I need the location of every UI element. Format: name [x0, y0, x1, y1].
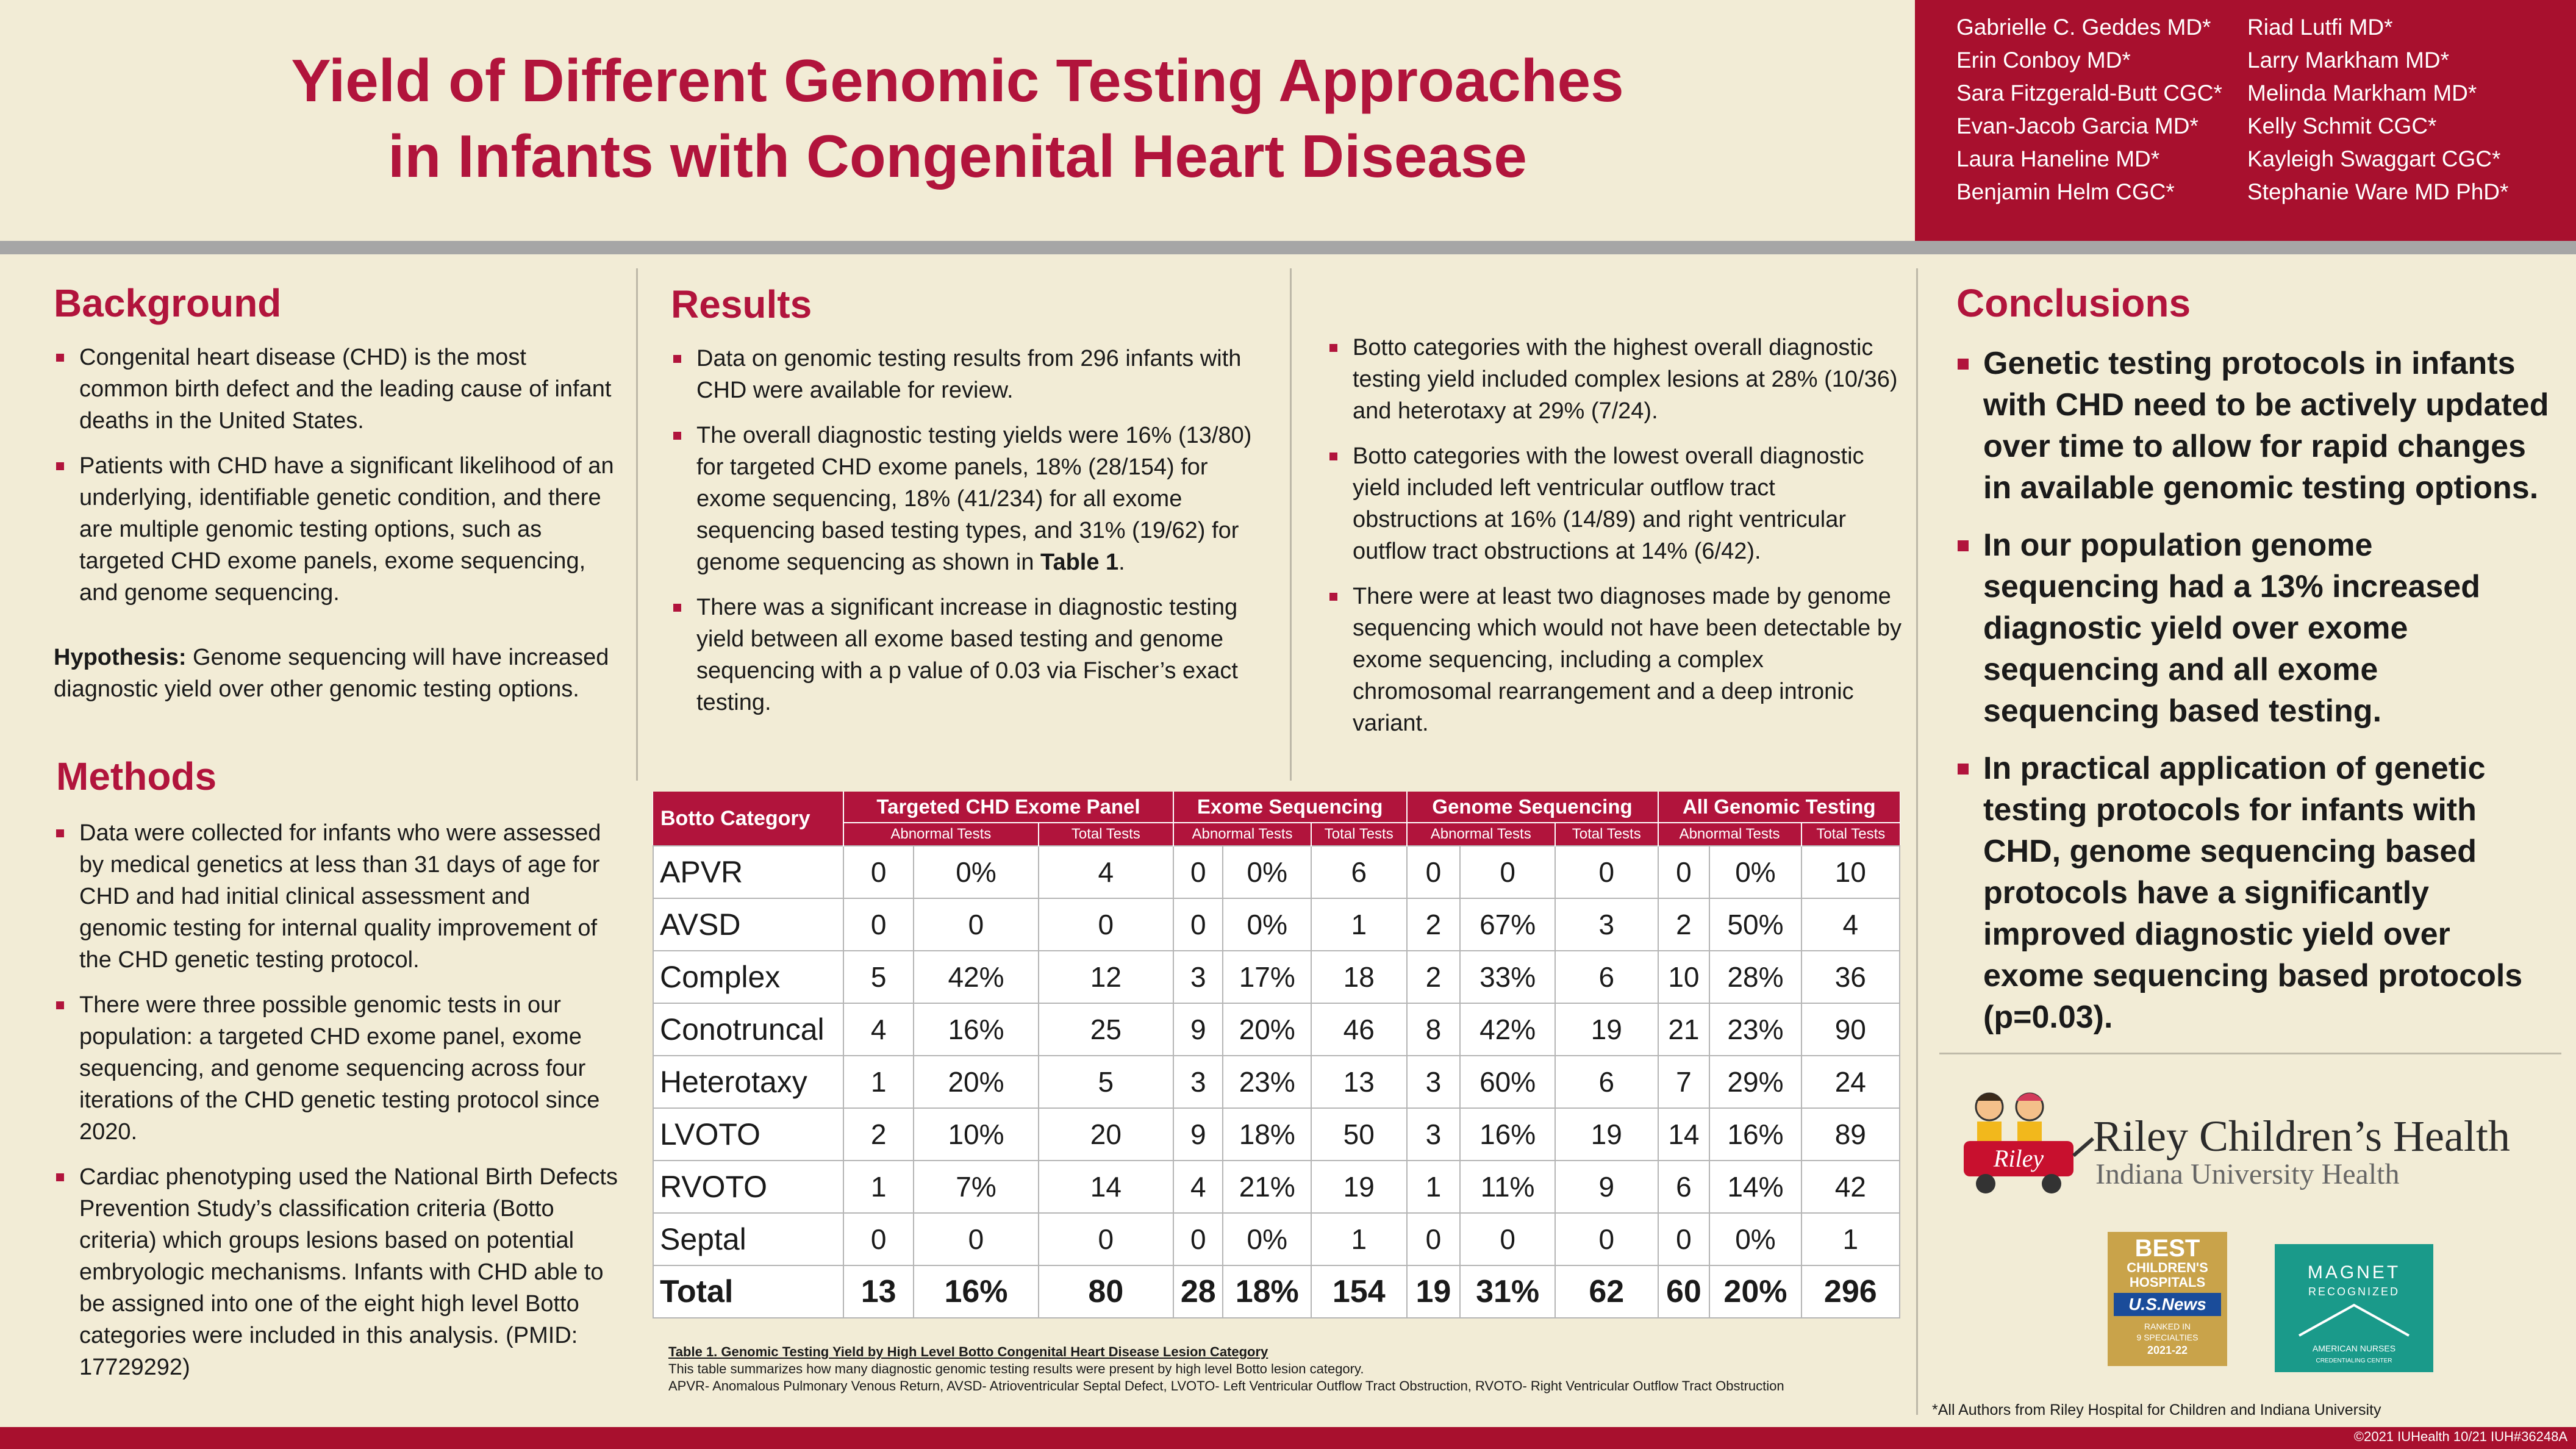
table-cell: 90 — [1801, 1003, 1900, 1056]
header-divider — [0, 241, 2576, 254]
column-separator — [636, 268, 638, 781]
conclusion-bullet: Genetic testing protocols in infants with CHD need to be actively updated over time to allow for rapid changes in available genomic testing options. — [1956, 343, 2557, 509]
footer-bar — [0, 1427, 2576, 1449]
table-cell: 10% — [914, 1108, 1038, 1161]
table-total-row — [653, 1265, 1900, 1318]
table-header-group: Exome Sequencing — [1173, 792, 1407, 823]
table-cell: 7% — [914, 1161, 1038, 1213]
author: Erin Conboy MD* — [1956, 48, 2131, 73]
table-cell: 0 — [1460, 846, 1555, 898]
table-row-label: Total — [653, 1265, 843, 1318]
table-subheader: Abnormal Tests — [1407, 823, 1555, 846]
table-row-label: Conotruncal — [653, 1003, 843, 1056]
table-cell: 3 — [1173, 951, 1223, 1003]
table-cell: 8 — [1407, 1003, 1461, 1056]
copyright: ©2021 IUHealth 10/21 IUH#36248A — [2353, 1429, 2567, 1444]
conclusions-divider — [1939, 1053, 2561, 1054]
table-row — [653, 1056, 1900, 1108]
table-cell: 0 — [1407, 846, 1461, 898]
table-cell: 42 — [1801, 1161, 1900, 1213]
table-cell: 0 — [1039, 898, 1173, 951]
table-cell: 0% — [1709, 846, 1801, 898]
table-cell: 4 — [843, 1003, 914, 1056]
table-cell: 19 — [1555, 1003, 1658, 1056]
table-cell: 2 — [1407, 951, 1461, 1003]
magnet-text: AMERICAN NURSES — [2312, 1343, 2396, 1353]
results-bullet-text: The overall diagnostic testing yields were 16% (13/80) for targeted CHD exome panels, 18% (28/154) for exome sequencing, 18% (41/234) for all exome sequencing based testing types, and 31% (19/62) for genome sequencing as shown in — [696, 423, 1252, 575]
table-cell: 0 — [1658, 1213, 1710, 1265]
table-subheader: Total Tests — [1555, 823, 1658, 846]
table-cell: 0 — [1039, 1213, 1173, 1265]
magnet-text: MAGNET — [2307, 1262, 2401, 1283]
results-bullet — [671, 420, 1256, 578]
table-header-group: All Genomic Testing — [1658, 792, 1900, 823]
table-row — [653, 1108, 1900, 1161]
table-cell: 1 — [1311, 1213, 1406, 1265]
table-caption — [668, 1343, 1888, 1395]
table-cell: 0% — [1223, 1213, 1311, 1265]
author: Laura Haneline MD* — [1956, 146, 2160, 171]
riley-brand-subtitle: Indiana University Health — [2095, 1158, 2400, 1190]
table-cell: 0 — [914, 1213, 1038, 1265]
table-cell: 9 — [1173, 1003, 1223, 1056]
author: Riad Lutfi MD* — [2247, 15, 2393, 40]
author: Evan-Jacob Garcia MD* — [1956, 113, 2199, 138]
table-cell: 23% — [1709, 1003, 1801, 1056]
table-caption-line: This table summarizes how many diagnostic genomic testing results were present by high level Botto lesion category. — [668, 1361, 1364, 1376]
table-cell: 18 — [1311, 951, 1406, 1003]
table-cell: 10 — [1801, 846, 1900, 898]
table-cell: 1 — [1311, 898, 1406, 951]
table-cell: 6 — [1658, 1161, 1710, 1213]
methods-heading: Methods — [56, 754, 217, 798]
table-cell: 21 — [1658, 1003, 1710, 1056]
table-subheader: Abnormal Tests — [843, 823, 1039, 846]
table-cell: 0 — [1173, 898, 1223, 951]
table-cell: 3 — [1555, 898, 1658, 951]
conclusion-bullet: In practical application of genetic testing protocols for infants with CHD, genome sequencing based protocols have a significantly improved diagnostic yield over exome sequencing based protocols (p=0.03). — [1956, 748, 2557, 1038]
table-cell: 89 — [1801, 1108, 1900, 1161]
table-cell: 33% — [1460, 951, 1555, 1003]
table-cell: 0% — [914, 846, 1038, 898]
table-row — [653, 898, 1900, 951]
badge-text: CHILDREN'S — [2127, 1260, 2208, 1275]
title-line-2: in Infants with Congenital Heart Disease — [388, 123, 1527, 190]
table-cell: 1 — [1407, 1161, 1461, 1213]
table-cell: 28 — [1173, 1265, 1223, 1318]
table-row — [653, 1213, 1900, 1265]
table-cell: 24 — [1801, 1056, 1900, 1108]
results-bullet-end: . — [1118, 549, 1125, 575]
authors-column-1 — [1956, 11, 2222, 209]
results-bullet: There were at least two diagnoses made by genome sequencing which would not have been detectable by exome sequencing, including a complex chromosomal rearrangement and a deep intronic variant. — [1327, 581, 1906, 739]
table-cell: 0 — [1407, 1213, 1461, 1265]
table-cell: 46 — [1311, 1003, 1406, 1056]
results-bullet: Botto categories with the lowest overall diagnostic yield included left ventricular outflow tract obstructions at 16% (14/89) and right ventricular outflow tract obstructions at 14% (6/42). — [1327, 440, 1906, 567]
table-subheader: Total Tests — [1311, 823, 1406, 846]
table-cell: 2 — [1407, 898, 1461, 951]
magnet-recognized-badge — [2275, 1244, 2433, 1372]
column-separator — [1916, 268, 1918, 1415]
table-cell: 0 — [1555, 1213, 1658, 1265]
table-cell: 14 — [1658, 1108, 1710, 1161]
table-cell: 13 — [843, 1265, 914, 1318]
table-cell: 19 — [1407, 1265, 1461, 1318]
table-cell: 18% — [1223, 1108, 1311, 1161]
table-cell: 0% — [1223, 846, 1311, 898]
table-subheader: Abnormal Tests — [1173, 823, 1311, 846]
methods-bullet: There were three possible genomic tests in our population: a targeted CHD exome panel, exome sequencing, and genome sequencing across four iterations of the CHD genetic testing protocol since 2020. — [54, 989, 621, 1148]
table-row — [653, 1003, 1900, 1056]
table-cell: 0 — [1460, 1213, 1555, 1265]
table-cell: 7 — [1658, 1056, 1710, 1108]
table-subheader: Total Tests — [1801, 823, 1900, 846]
table-cell: 3 — [1407, 1056, 1461, 1108]
table-cell: 1 — [843, 1056, 914, 1108]
table-cell: 0 — [843, 898, 914, 951]
table-cell: 60 — [1658, 1265, 1710, 1318]
table-cell: 3 — [1407, 1108, 1461, 1161]
table-cell: 18% — [1223, 1265, 1311, 1318]
table-cell: 17% — [1223, 951, 1311, 1003]
table-row-label: Complex — [653, 951, 843, 1003]
table-cell: 0 — [1658, 846, 1710, 898]
table-cell: 9 — [1555, 1161, 1658, 1213]
table-cell: 67% — [1460, 898, 1555, 951]
table-cell: 80 — [1039, 1265, 1173, 1318]
table-cell: 42% — [914, 951, 1038, 1003]
badge-text: HOSPITALS — [2129, 1275, 2206, 1290]
table-caption-title: Table 1. Genomic Testing Yield by High Level Botto Congenital Heart Disease Lesion Category — [668, 1344, 1268, 1359]
methods-list — [54, 817, 621, 1397]
badge-text: 2021-22 — [2147, 1344, 2188, 1356]
author: Benjamin Helm CGC* — [1956, 179, 2175, 204]
table-row-label: AVSD — [653, 898, 843, 951]
author: Stephanie Ware MD PhD* — [2247, 179, 2509, 204]
table-row-label: RVOTO — [653, 1161, 843, 1213]
table-cell: 6 — [1311, 846, 1406, 898]
conclusions-heading: Conclusions — [1956, 281, 2191, 325]
authors-affiliation-note: *All Authors from Riley Hospital for Children and Indiana University — [1932, 1401, 2381, 1419]
table-cell: 154 — [1311, 1265, 1406, 1318]
table-cell: 20% — [914, 1056, 1038, 1108]
table-row — [653, 1161, 1900, 1213]
authors-panel — [1915, 0, 2576, 241]
table-cell: 14 — [1039, 1161, 1173, 1213]
table-cell: 19 — [1555, 1108, 1658, 1161]
author: Kayleigh Swaggart CGC* — [2247, 146, 2501, 171]
table-cell: 0% — [1223, 898, 1311, 951]
table-header-category: Botto Category — [653, 792, 843, 846]
background-bullet: Patients with CHD have a significant likelihood of an underlying, identifiable genetic condition, and there are multiple genomic testing options, such as targeted CHD exome panels, exome sequencing, and genome sequencing. — [54, 450, 621, 609]
badge-text: RANKED IN — [2144, 1322, 2191, 1331]
table-cell: 29% — [1709, 1056, 1801, 1108]
table-cell: 2 — [843, 1108, 914, 1161]
table-cell: 0 — [1555, 846, 1658, 898]
table-cell: 11% — [1460, 1161, 1555, 1213]
table-cell: 19 — [1311, 1161, 1406, 1213]
table-cell: 21% — [1223, 1161, 1311, 1213]
table-row-label: LVOTO — [653, 1108, 843, 1161]
badge-text: U.S.News — [2128, 1295, 2206, 1314]
table-cell: 28% — [1709, 951, 1801, 1003]
badge-text: 9 SPECIALTIES — [2136, 1333, 2199, 1342]
table-header-group: Targeted CHD Exome Panel — [843, 792, 1173, 823]
table-cell: 10 — [1658, 951, 1710, 1003]
table-cell: 0 — [843, 1213, 914, 1265]
us-news-best-hospitals-badge — [2108, 1232, 2227, 1366]
table-cell: 12 — [1039, 951, 1173, 1003]
table-subheader: Total Tests — [1039, 823, 1173, 846]
table-cell: 4 — [1173, 1161, 1223, 1213]
table-reference: Table 1 — [1040, 549, 1119, 575]
badge-text: BEST — [2134, 1235, 2200, 1262]
methods-bullet: Data were collected for infants who were assessed by medical genetics at less than 31 days of age for CHD and had initial clinical assessment and genomic testing for internal quality improvement of the CHD genetic testing protocol. — [54, 817, 621, 976]
table-cell: 5 — [843, 951, 914, 1003]
table-cell: 50 — [1311, 1108, 1406, 1161]
background-heading: Background — [54, 281, 282, 325]
results-bullet: Botto categories with the highest overall diagnostic testing yield included complex lesions at 28% (10/36) and heterotaxy at 29% (7/24). — [1327, 332, 1906, 427]
background-bullet: Congenital heart disease (CHD) is the most common birth defect and the leading cause of infant deaths in the United States. — [54, 342, 621, 437]
table-cell: 20% — [1223, 1003, 1311, 1056]
table-cell: 50% — [1709, 898, 1801, 951]
table-cell: 0 — [914, 898, 1038, 951]
background-list — [54, 342, 621, 622]
results-list-left — [671, 343, 1256, 732]
table-cell: 25 — [1039, 1003, 1173, 1056]
table-header-group: Genome Sequencing — [1407, 792, 1658, 823]
table-caption-line: APVR- Anomalous Pulmonary Venous Return, AVSD- Atrioventricular Septal Defect, LVOTO- Left Ventricular Outflow Tract Obstruction, RVOTO- Right Ventricular Outflow Tract Obstruction — [668, 1378, 1784, 1394]
results-bullet: Data on genomic testing results from 296 infants with CHD were available for review. — [671, 343, 1256, 406]
table-cell: 1 — [1801, 1213, 1900, 1265]
table-cell: 16% — [914, 1265, 1038, 1318]
hypothesis — [54, 642, 615, 705]
results-heading: Results — [671, 282, 812, 326]
table-cell: 0% — [1709, 1213, 1801, 1265]
table-cell: 62 — [1555, 1265, 1658, 1318]
authors-column-2 — [2247, 11, 2508, 209]
table-cell: 42% — [1460, 1003, 1555, 1056]
table-row-label: Heterotaxy — [653, 1056, 843, 1108]
table-cell: 5 — [1039, 1056, 1173, 1108]
results-table — [653, 792, 1900, 1318]
table-cell: 0 — [1173, 846, 1223, 898]
table-cell: 296 — [1801, 1265, 1900, 1318]
table-cell: 13 — [1311, 1056, 1406, 1108]
table-cell: 14% — [1709, 1161, 1801, 1213]
title-line-1: Yield of Different Genomic Testing Approaches — [291, 47, 1624, 114]
table-cell: 9 — [1173, 1108, 1223, 1161]
wagon-text: Riley — [1993, 1145, 2044, 1172]
table-cell: 4 — [1039, 846, 1173, 898]
table-cell: 36 — [1801, 951, 1900, 1003]
table-cell: 6 — [1555, 951, 1658, 1003]
conclusion-bullet: In our population genome sequencing had a 13% increased diagnostic yield over exome sequencing and all exome sequencing based testing. — [1956, 524, 2557, 732]
table-cell: 0 — [843, 846, 914, 898]
poster-title — [73, 43, 1842, 194]
table-cell: 31% — [1460, 1265, 1555, 1318]
author: Sara Fitzgerald-Butt CGC* — [1956, 80, 2222, 106]
author: Larry Markham MD* — [2247, 48, 2449, 73]
table-row — [653, 846, 1900, 898]
column-separator — [1290, 268, 1292, 781]
table-subheader: Abnormal Tests — [1658, 823, 1801, 846]
table-cell: 16% — [1709, 1108, 1801, 1161]
methods-bullet: Cardiac phenotyping used the National Birth Defects Prevention Study’s classification criteria (Botto criteria) which groups lesions based on potential embryologic mechanisms. Infants with CHD able to be assigned into one of the eight high level Botto categories were included in this analysis. (PMID: 17729292) — [54, 1161, 621, 1383]
table-cell: 0 — [1173, 1213, 1223, 1265]
magnet-text: CREDENTIALING CENTER — [2316, 1358, 2392, 1364]
table-cell: 16% — [1460, 1108, 1555, 1161]
table-row-label: APVR — [653, 846, 843, 898]
table-cell: 2 — [1658, 898, 1710, 951]
table-row — [653, 951, 1900, 1003]
hypothesis-text: Genome sequencing will have increased diagnostic yield over other genomic testing options. — [54, 645, 609, 702]
magnet-text: RECOGNIZED — [2308, 1286, 2400, 1298]
results-bullet: There was a significant increase in diagnostic testing yield between all exome based testing and genome sequencing with a p value of 0.03 via Fischer’s exact testing. — [671, 592, 1256, 718]
author: Kelly Schmit CGC* — [2247, 113, 2437, 138]
table-cell: 3 — [1173, 1056, 1223, 1108]
poster-header — [0, 0, 1915, 241]
conclusions-list — [1956, 343, 2557, 1054]
table-cell: 20% — [1709, 1265, 1801, 1318]
table-cell: 60% — [1460, 1056, 1555, 1108]
table-cell: 4 — [1801, 898, 1900, 951]
results-list-right — [1327, 332, 1906, 753]
table-body — [653, 846, 1900, 1318]
riley-brand-name: Riley Children’s Health — [2093, 1112, 2510, 1161]
table-cell: 6 — [1555, 1056, 1658, 1108]
table-cell: 16% — [914, 1003, 1038, 1056]
table-cell: 23% — [1223, 1056, 1311, 1108]
hypothesis-label: Hypothesis: — [54, 645, 187, 670]
table-row-label: Septal — [653, 1213, 843, 1265]
author: Gabrielle C. Geddes MD* — [1956, 15, 2211, 40]
table-cell: 20 — [1039, 1108, 1173, 1161]
table-cell: 1 — [843, 1161, 914, 1213]
author: Melinda Markham MD* — [2247, 80, 2477, 106]
results-table-container — [653, 792, 1900, 1318]
